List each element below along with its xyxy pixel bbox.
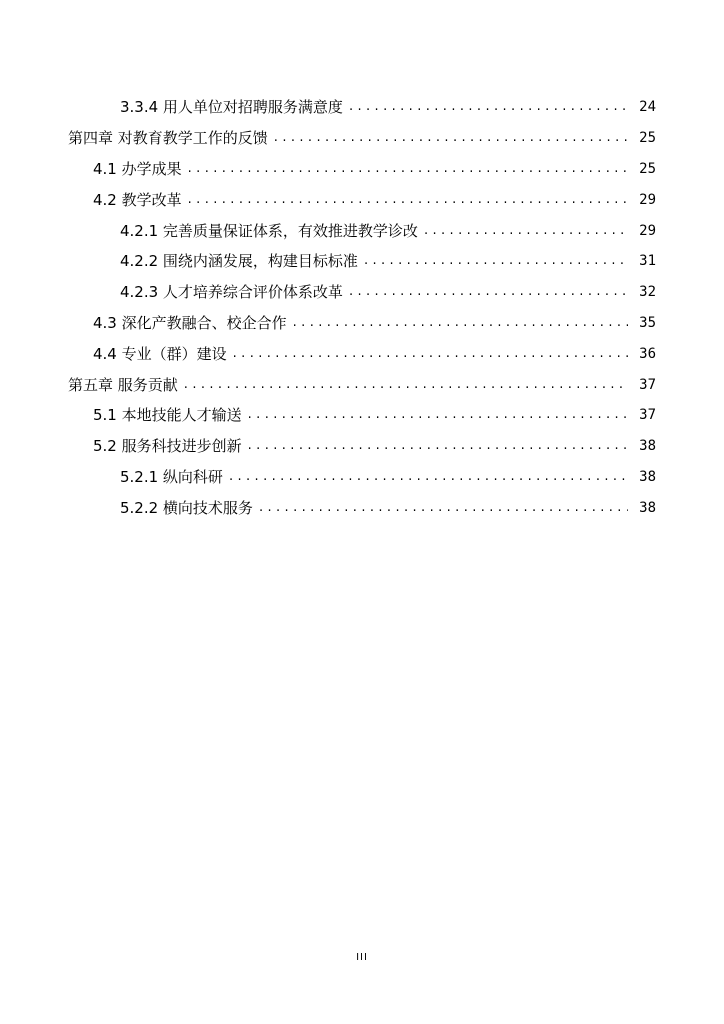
toc-entry-title: 第五章 服务贡献 xyxy=(68,375,178,394)
toc-entry-title: 第四章 对教育教学工作的反馈 xyxy=(68,129,268,148)
toc-entry-page: 24 xyxy=(639,99,656,116)
toc-entry[interactable] xyxy=(0,184,724,215)
toc-entry[interactable] xyxy=(0,215,724,246)
dot-leader xyxy=(424,221,628,241)
toc-entry-title: 3.3.4 用人单位对招聘服务满意度 xyxy=(120,98,343,117)
toc-entry-title: 4.2 教学改革 xyxy=(93,190,182,209)
dot-leader xyxy=(188,159,628,179)
dot-leader xyxy=(293,313,628,333)
toc-entry-title: 5.2 服务科技进步创新 xyxy=(93,437,242,456)
toc-entry-title: 4.2.3 人才培养综合评价体系改革 xyxy=(120,283,343,302)
toc-entry-title: 5.2.1 纵向科研 xyxy=(120,467,223,486)
toc-entry-page: 29 xyxy=(639,222,656,239)
toc-entry-title: 4.2.1 完善质量保证体系，有效推进教学诊改 xyxy=(120,221,418,240)
toc-entry-page: 37 xyxy=(639,376,656,393)
toc-entry-page: 31 xyxy=(639,253,656,270)
dot-leader xyxy=(233,344,628,364)
toc-entry-page: 32 xyxy=(639,284,656,301)
dot-leader xyxy=(188,190,628,210)
toc-entry-title: 4.2.2 围绕内涵发展，构建目标标准 xyxy=(120,252,358,271)
page-number: III xyxy=(356,952,368,963)
toc-entry[interactable] xyxy=(0,246,724,277)
toc-entry[interactable] xyxy=(0,123,724,154)
dot-leader xyxy=(184,375,628,395)
dot-leader xyxy=(349,97,628,117)
table-of-contents xyxy=(0,92,724,523)
toc-entry-page: 37 xyxy=(639,407,656,424)
toc-entry-title: 4.3 深化产教融合、校企合作 xyxy=(93,313,287,332)
dot-leader xyxy=(364,251,628,271)
toc-entry-title: 5.1 本地技能人才输送 xyxy=(93,406,242,425)
toc-entry[interactable] xyxy=(0,400,724,431)
toc-entry[interactable] xyxy=(0,462,724,493)
toc-entry[interactable] xyxy=(0,154,724,185)
toc-entry-page: 25 xyxy=(639,130,656,147)
toc-entry-page: 38 xyxy=(639,499,656,516)
toc-entry[interactable] xyxy=(0,369,724,400)
toc-entry-page: 38 xyxy=(639,438,656,455)
dot-leader xyxy=(248,405,628,425)
dot-leader xyxy=(229,467,628,487)
dot-leader xyxy=(274,128,628,148)
toc-entry-page: 35 xyxy=(639,314,656,331)
toc-entry-page: 25 xyxy=(639,160,656,177)
toc-entry-title: 4.4 专业（群）建设 xyxy=(93,344,227,363)
toc-entry[interactable] xyxy=(0,431,724,462)
toc-entry-title: 5.2.2 横向技术服务 xyxy=(120,498,253,517)
toc-entry[interactable] xyxy=(0,492,724,523)
toc-entry[interactable] xyxy=(0,338,724,369)
toc-entry[interactable] xyxy=(0,308,724,339)
dot-leader xyxy=(259,498,628,518)
toc-entry[interactable] xyxy=(0,277,724,308)
toc-entry[interactable] xyxy=(0,92,724,123)
dot-leader xyxy=(349,282,628,302)
toc-entry-page: 29 xyxy=(639,191,656,208)
toc-entry-page: 36 xyxy=(639,345,656,362)
dot-leader xyxy=(248,436,628,456)
toc-entry-page: 38 xyxy=(639,468,656,485)
toc-entry-title: 4.1 办学成果 xyxy=(93,159,182,178)
